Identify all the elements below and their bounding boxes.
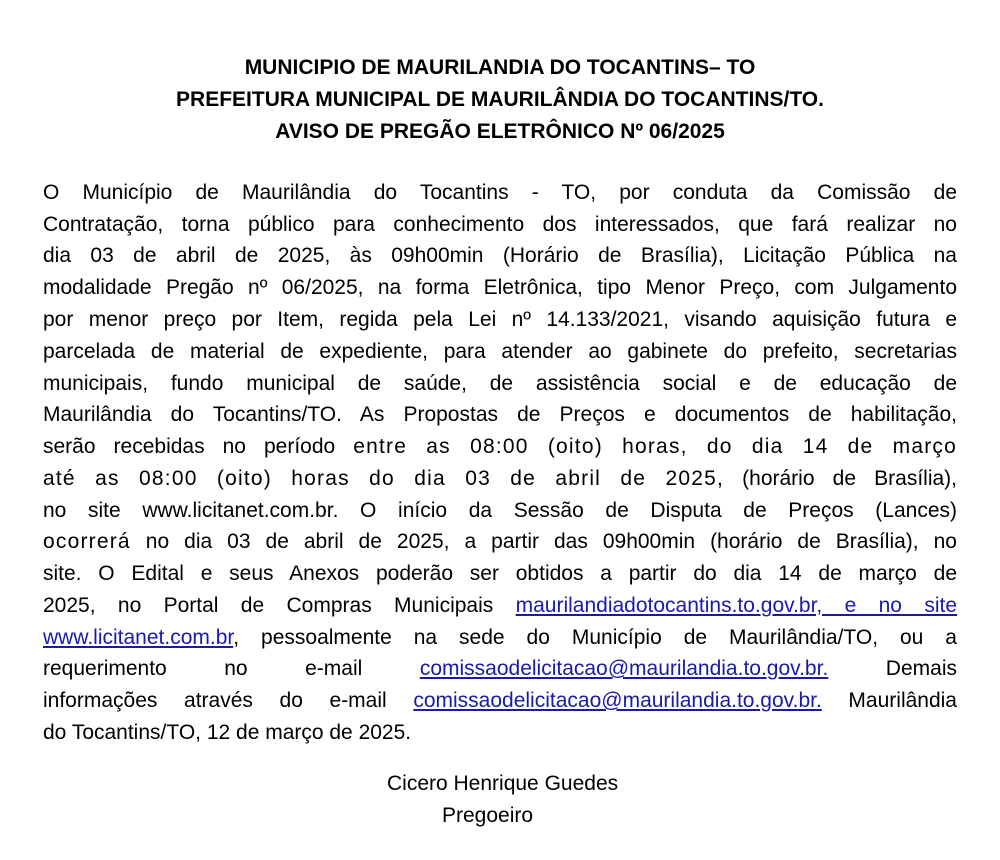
licitanet-link[interactable]: www.licitanet.com.br xyxy=(43,626,234,649)
body-text: Demais xyxy=(828,657,957,680)
body-text: no dia 03 de abril de 2025, a partir das 09h00min (horário de Brasília), no xyxy=(130,530,957,553)
body-text-spaced: até as 08:00 (oito) horas do dia 03 de abril de 2025, xyxy=(43,467,725,490)
body-line: municipais, fundo municipal de saúde, de assistência social e de educação de xyxy=(43,372,957,395)
body-line: dia 03 de abril de 2025, às 09h00min (Horário de Brasília), Licitação Pública na xyxy=(43,244,957,267)
body-text: 2025, no Portal de Compras Municipais xyxy=(43,594,516,617)
body-line: parcelada de material de expediente, para atender ao gabinete do prefeito, secretarias xyxy=(43,340,957,363)
header-prefeitura: PREFEITURA MUNICIPAL DE MAURILÂNDIA DO TOCANTINS/TO. xyxy=(176,88,824,111)
body-line xyxy=(43,687,957,715)
body-text-spaced: ocorrerá xyxy=(43,530,131,553)
body-line xyxy=(43,655,957,683)
body-line: O Município de Maurilândia do Tocantins - TO, por conduta da Comissão de xyxy=(43,181,957,204)
body-line xyxy=(43,624,957,652)
body-text: serão recebidas no período xyxy=(43,435,354,458)
header-aviso-title: AVISO DE PREGÃO ELETRÔNICO Nº 06/2025 xyxy=(275,120,725,143)
header-municipio: MUNICIPIO DE MAURILANDIA DO TOCANTINS– TO xyxy=(244,56,756,79)
body-line: no site www.licitanet.com.br. O início da Sessão de Disputa de Preços (Lances) xyxy=(43,499,957,522)
body-line: modalidade Pregão nº 06/2025, na forma Eletrônica, tipo Menor Preço, com Julgamento xyxy=(43,276,957,299)
body-line xyxy=(43,433,957,461)
body-line: por menor preço por Item, regida pela Lei nº 14.133/2021, visando aquisição futura e xyxy=(43,308,957,331)
body-line: Maurilândia do Tocantins/TO. As Propostas de Preços e documentos de habilitação, xyxy=(43,403,957,426)
body-line xyxy=(43,528,957,556)
body-text: , pessoalmente na sede do Município de Maurilândia/TO, ou a xyxy=(233,626,957,649)
body-line: do Tocantins/TO, 12 de março de 2025. xyxy=(43,721,412,744)
body-text: (horário de Brasília), xyxy=(724,467,957,490)
body-text: Maurilândia xyxy=(821,689,957,712)
signature-role: Pregoeiro xyxy=(442,804,534,827)
email-link[interactable]: comissaodelicitacao@maurilandia.to.gov.br. xyxy=(419,657,829,680)
body-line: site. O Edital e seus Anexos poderão ser obtidos a partir do dia 14 de março de xyxy=(43,562,957,585)
body-line xyxy=(43,592,957,620)
signature-name: Cicero Henrique Guedes xyxy=(387,772,619,795)
body-text-spaced: entre as 08:00 (oito) horas, do dia 14 de março xyxy=(353,435,957,458)
email-link[interactable]: comissaodelicitacao@maurilandia.to.gov.br. xyxy=(413,689,822,712)
portal-link[interactable]: maurilandiadotocantins.to.gov.br, e no site xyxy=(515,594,957,617)
body-line xyxy=(43,465,957,493)
body-text: informações através do e-mail xyxy=(43,689,414,712)
body-text: requerimento no e-mail xyxy=(43,657,420,680)
body-line: Contratação, torna público para conhecimento dos interessados, que fará realizar no xyxy=(43,213,957,236)
